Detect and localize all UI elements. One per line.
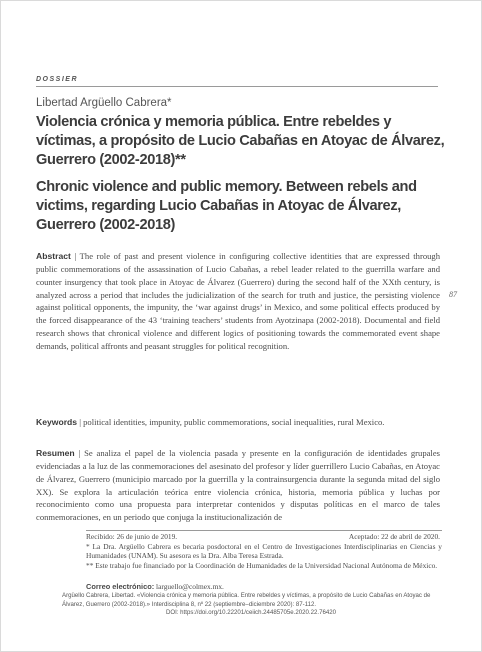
top-rule xyxy=(36,86,438,87)
resumen-paragraph xyxy=(36,447,440,524)
abstract-text: | The role of past and present violence in configuring collective identities that are expressed through public commemorations of the assassination of Lucio Cabañas, a rebel leader related to the guerrilla warfare and counter insurgency that took place in Atoyac de Álvarez (Guerrero) during the second half of the XXth century, is analyzed across a period that includes the judicialization of the search for truth and justice, the persisting violence against political opponents, the impunity, the ‘war against drugs’ in Mexico, and some political effects produced by the forced disappearance of the 43 ‘training teachers’ students from Ayotzinapa (2002-2018). Documental and field research shows that chronical violence and different logics of positioning towards the commemorated event shape demands, political affronts and peasant struggles for political recognition. xyxy=(36,251,441,351)
citation-text: Argüello Cabrera, Libertad. «Violencia crónica y memoria pública. Entre rebeldes y víctimas, a propósito de Lucio Cabañas en Atoyac de Álvarez, Guerrero (2002-2018).» Interdisciplina 8, nº 22 (septiembre–diciembre 2020): 87-112. xyxy=(62,592,431,608)
keywords-label: Keywords xyxy=(36,417,78,427)
section-label: DOSSIER xyxy=(36,76,79,83)
abstract-label: Abstract xyxy=(36,251,71,261)
keywords-text: | political identities, impunity, public commemorations, social inequalities, rural Mexico. xyxy=(79,417,385,427)
title-english: Chronic violence and public memory. Between rebels and victims, regarding Lucio Cabañas in Atoyac de Álvarez, Guerrero (2002-2018) xyxy=(36,179,417,233)
footnote-rule xyxy=(86,530,442,531)
citation xyxy=(62,592,440,618)
resumen-label: Resumen xyxy=(36,448,75,458)
author-name: Libertad Argüello Cabrera* xyxy=(36,97,172,109)
email-line xyxy=(86,582,224,591)
email-link[interactable]: larguello@colmex.mx. xyxy=(156,582,224,591)
citation-doi[interactable]: DOI: https://doi.org/10.22201/ceiich.24485705e.2020.22.76420 xyxy=(165,609,337,617)
footnote-1: * La Dra. Argüello Cabrera es becaria posdoctoral en el Centro de Investigaciones Interdisciplinarias en Ciencias y Humanidades (UNAM). Su asesora es la Dra. Alba Teresa Estrada. xyxy=(86,542,442,561)
accepted-date: Aceptado: 22 de abril de 2020. xyxy=(348,532,440,541)
abstract-paragraph xyxy=(36,250,440,353)
footnotes xyxy=(86,542,442,570)
received-date: Recibido: 26 de junio de 2019. xyxy=(86,532,178,541)
keywords-paragraph xyxy=(36,416,440,429)
email-label: Correo electrónico: xyxy=(86,582,155,591)
page-number: 87 xyxy=(449,290,457,299)
footnote-2: ** Este trabajo fue financiado por la Coordinación de Humanidades de la Universidad Nacional Autónoma de México. xyxy=(86,560,438,570)
title-spanish: Violencia crónica y memoria pública. Entre rebeldes y víctimas, a propósito de Lucio Cabañas en Atoyac de Álvarez, Guerrero (2002-2018)** xyxy=(36,114,445,168)
resumen-text: | Se analiza el papel de la violencia pasada y presente en la configuración de identidades grupales evidenciadas a la luz de las conmemoraciones del asesinato del profesor y líder guerrillero Lucio Cabañas, en Atoyac de Álvarez, Guerrero (municipio marcado por la guerrilla y la contrainsurgencia durante la segunda mitad del siglo XX). Se explora la articulación teórica entre violencia crónica, historia, memoria pública y luchas por reconocimiento como una propuesta para interpretar contenidos y disputas políticas en el marco de tales conmemoraciones, en un periodo que conjuga la institucionalización de xyxy=(36,448,440,523)
